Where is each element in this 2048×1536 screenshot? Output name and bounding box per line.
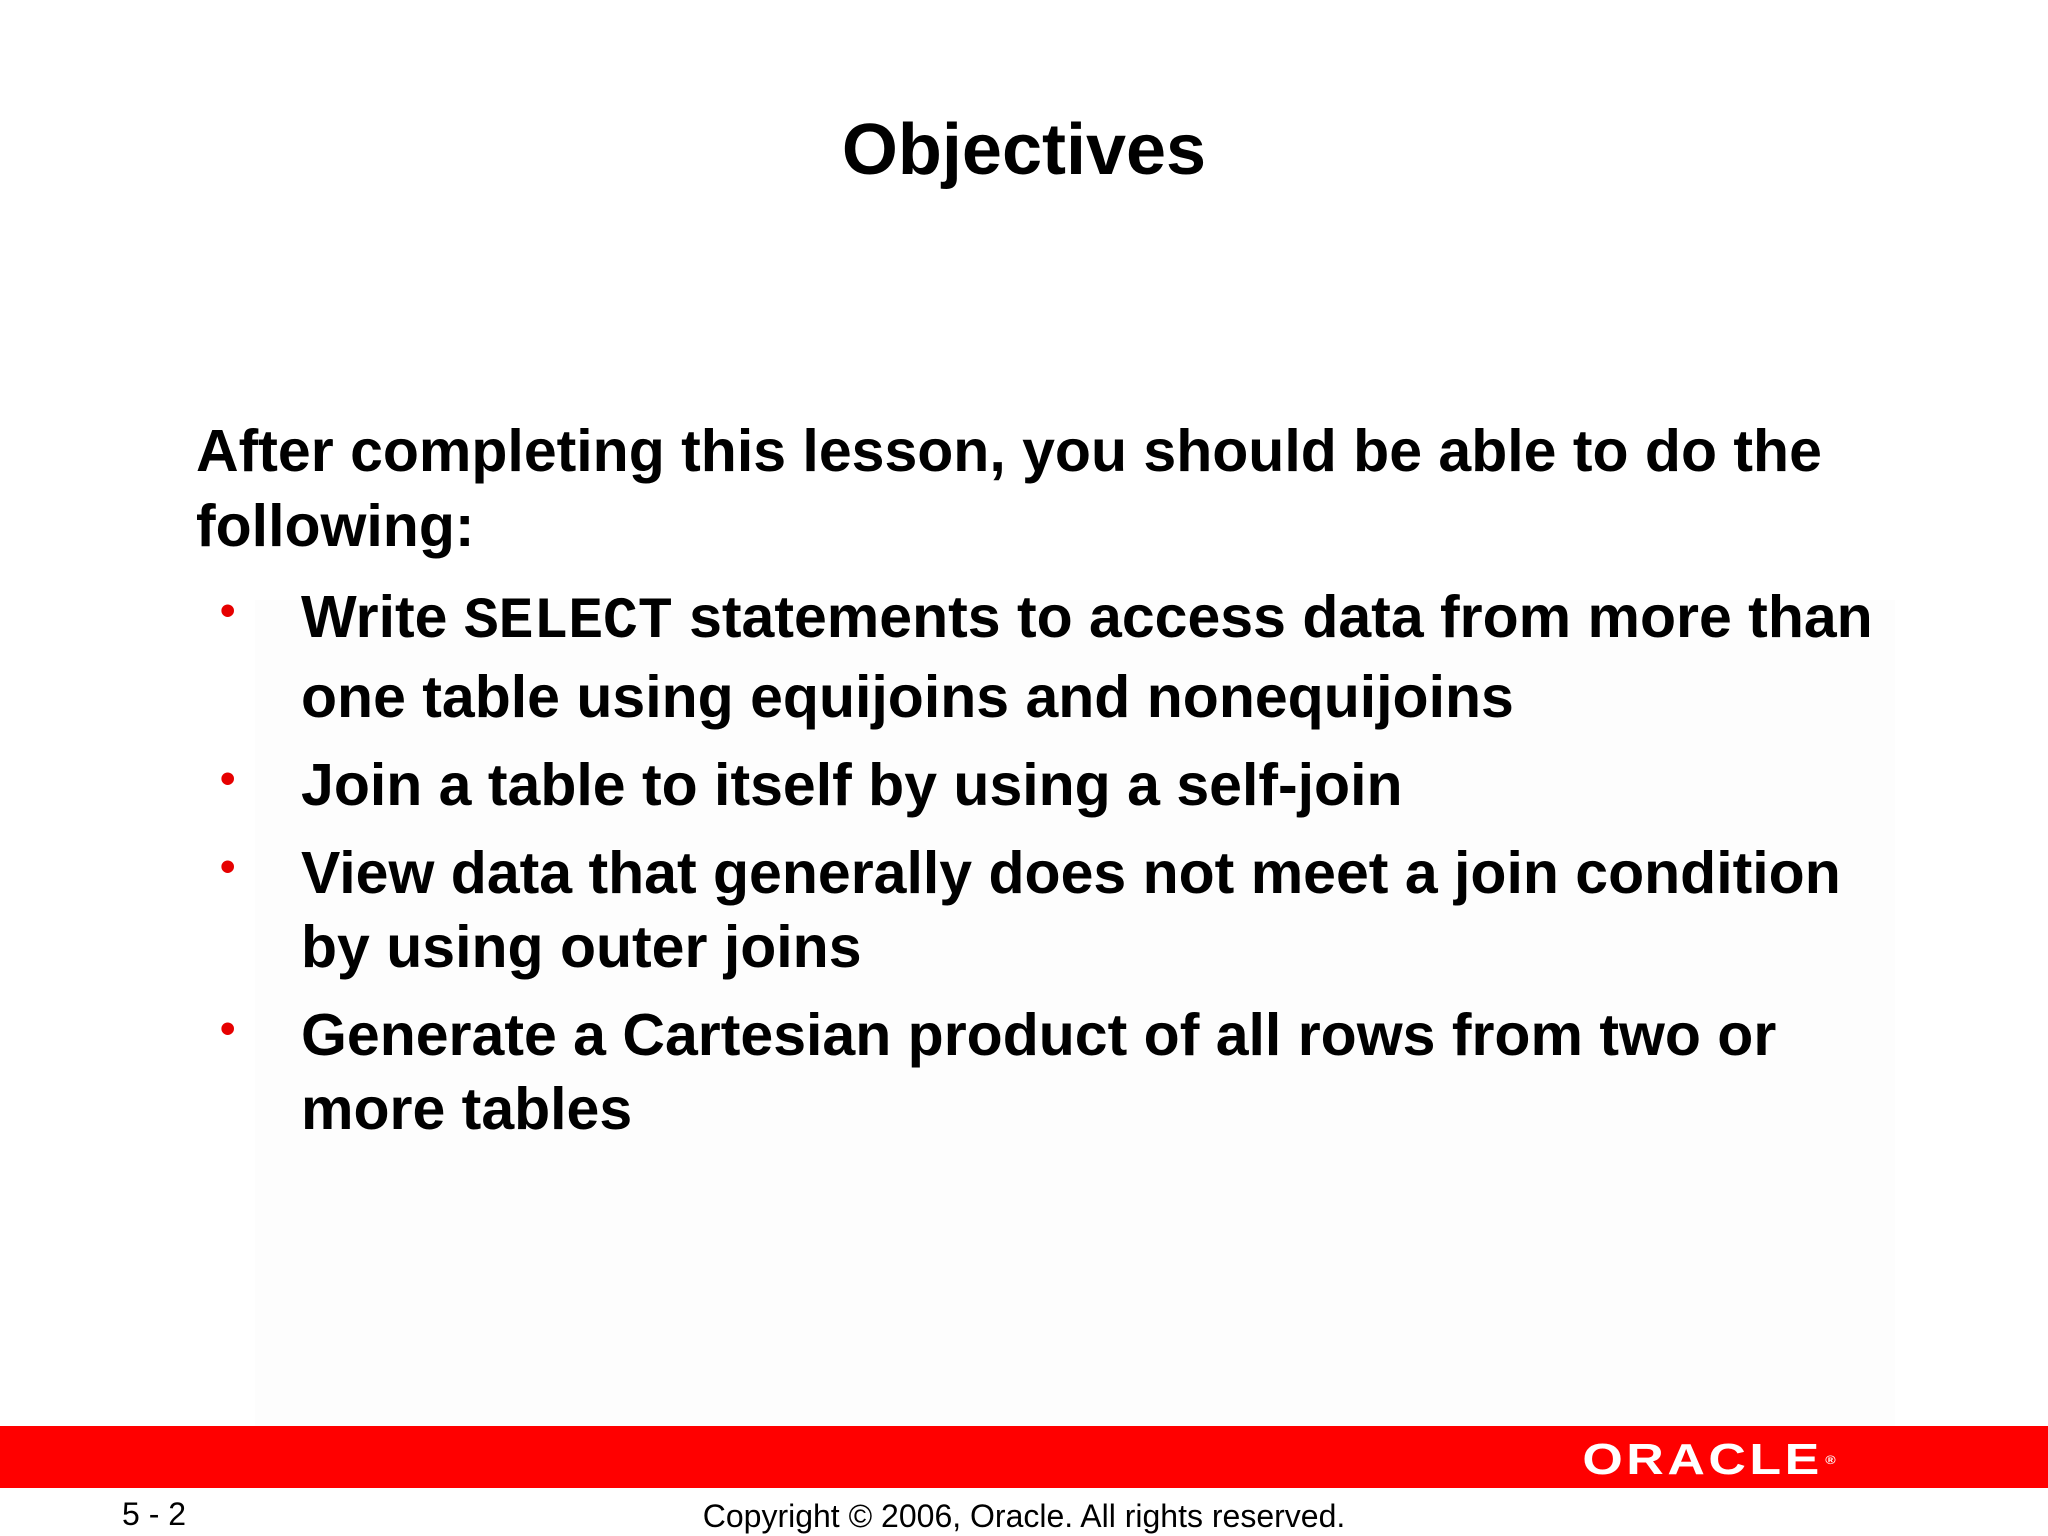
- objective-text-4: Generate a Cartesian product of all rows from two or more tables: [301, 1002, 1777, 1142]
- objective-text-1-start: Write: [301, 584, 464, 650]
- objective-text-2: Join a table to itself by using a self-join: [301, 752, 1403, 818]
- oracle-logo: [1582, 1435, 1836, 1484]
- registered-mark: ®: [1825, 1453, 1836, 1467]
- objective-text-1-end: statements to access data from more than one table using equijoins and nonequijoins: [301, 584, 1873, 730]
- bullet-icon: •: [220, 1004, 236, 1053]
- objective-text-3: View data that generally does not meet a join condition by using outer joins: [301, 840, 1841, 980]
- objective-item-2: [196, 748, 1876, 822]
- code-keyword-select: SELECT: [463, 590, 673, 655]
- bullet-icon: •: [220, 842, 236, 891]
- objectives-list: [196, 580, 1876, 1160]
- intro-text: After completing this lesson, you should be able to do the following:: [196, 418, 1822, 559]
- bullet-icon: •: [220, 586, 236, 635]
- objective-item-3: [196, 836, 1876, 984]
- objective-item-1: [196, 580, 1876, 734]
- slide-title: Objectives: [841, 110, 1207, 190]
- bullet-icon: •: [220, 754, 236, 803]
- oracle-logo-text: ORACLE: [1582, 1435, 1824, 1484]
- copyright-notice: Copyright © 2006, Oracle. All rights reserved.: [702, 1498, 1346, 1534]
- page-number: 5 - 2: [122, 1496, 187, 1532]
- objective-item-4: [196, 998, 1876, 1146]
